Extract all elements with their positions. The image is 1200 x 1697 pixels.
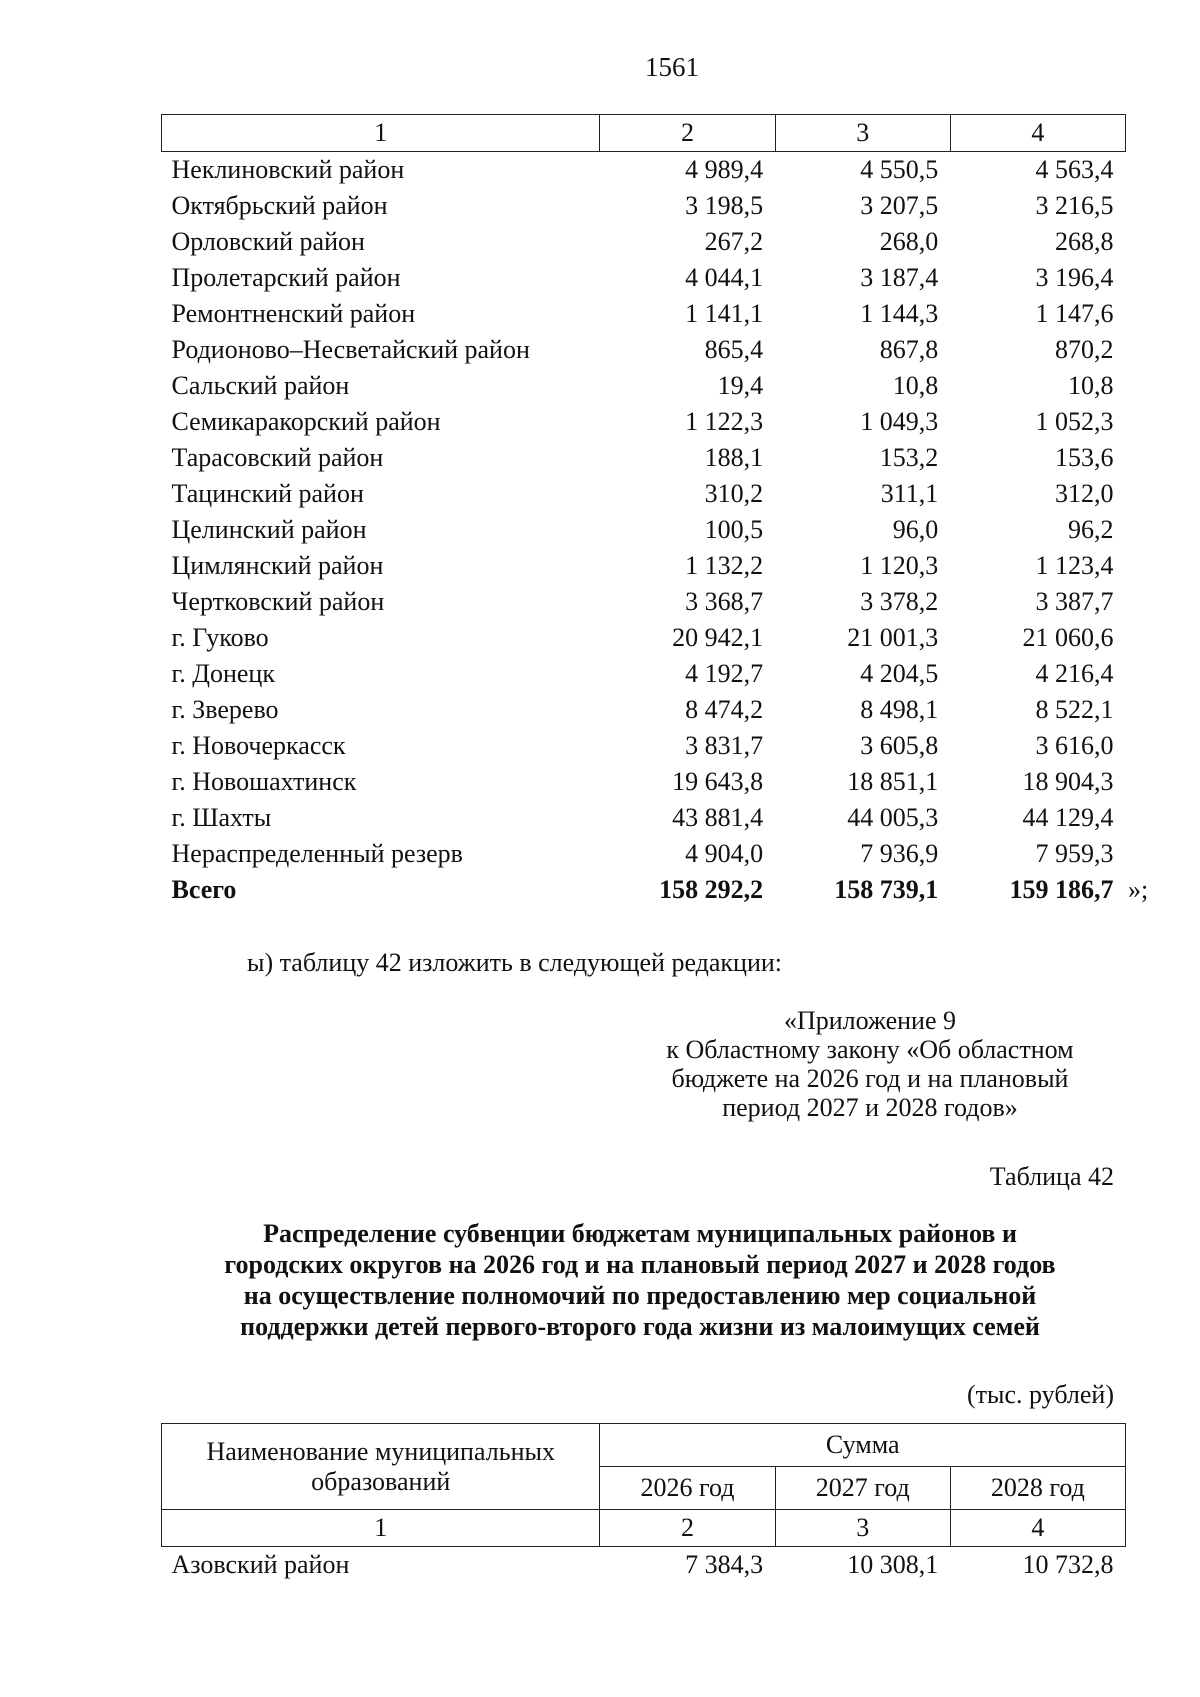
table-row (162, 620, 1126, 656)
value-2027: 311,1 (880, 479, 939, 508)
title-line: на осуществление полномочий по предоставлению мер социальной (243, 1281, 1037, 1310)
header-year: 2027 год (775, 1467, 950, 1510)
municipality-name: г. Новочеркасск (171, 731, 346, 760)
value-2028: 21 060,6 (1022, 623, 1114, 652)
municipality-name: г. Гуково (171, 623, 269, 652)
table-row (162, 836, 1126, 872)
value-2028: 312,0 (1055, 479, 1114, 508)
value-2028: 10,8 (1068, 371, 1114, 400)
table-row (162, 260, 1126, 296)
municipality-name: г. Зверево (171, 695, 279, 724)
title-line: поддержки детей первого-второго года жизни из малоимущих семей (240, 1312, 1040, 1341)
table-row (162, 872, 1126, 908)
value-2026: 1 132,2 (685, 551, 764, 580)
table-row (162, 332, 1126, 368)
column-number: 2 (600, 1510, 775, 1547)
appendix-heading (640, 1006, 1100, 1122)
value-2026: 4 044,1 (685, 263, 764, 292)
value-2028: 159 186,7 (1009, 875, 1114, 904)
header-sum: Сумма (600, 1424, 1126, 1467)
column-number: 4 (950, 1510, 1125, 1547)
header-year: 2028 год (950, 1467, 1125, 1510)
table-row (162, 404, 1126, 440)
value-2026: 310,2 (704, 479, 764, 508)
subvention-table-continued (161, 114, 1126, 908)
appendix-line: к Областному закону «Об областном (666, 1035, 1074, 1064)
value-2026: 188,1 (704, 443, 764, 472)
value-2028: 18 904,3 (1022, 767, 1114, 796)
value-2028: 3 216,5 (1035, 191, 1114, 220)
value-2027: 158 739,1 (834, 875, 939, 904)
municipality-name: г. Донецк (171, 659, 275, 688)
value-2026: 4 192,7 (685, 659, 764, 688)
value-2027: 10 308,1 (847, 1550, 939, 1579)
closing-quote-mark: »; (1128, 875, 1149, 904)
table-row (162, 296, 1126, 332)
value-2026: 43 881,4 (672, 803, 764, 832)
appendix-line: бюджете на 2026 год и на плановый (671, 1064, 1069, 1093)
table-row (162, 224, 1126, 260)
municipality-name: г. Новошахтинск (171, 767, 357, 796)
table-label: Таблица 42 (989, 1162, 1114, 1191)
value-2026: 1 122,3 (685, 407, 764, 436)
value-2026: 3 831,7 (685, 731, 764, 760)
value-2028: 153,6 (1055, 443, 1114, 472)
value-2028: 1 123,4 (1035, 551, 1114, 580)
municipality-name: Нераспределенный резерв (171, 839, 463, 868)
value-2027: 1 049,3 (860, 407, 939, 436)
table-row (162, 1547, 1126, 1584)
value-2026: 158 292,2 (659, 875, 764, 904)
value-2028: 4 563,4 (1035, 155, 1114, 184)
value-2026: 1 141,1 (685, 299, 764, 328)
value-2026: 19 643,8 (672, 767, 764, 796)
value-2027: 4 550,5 (860, 155, 939, 184)
value-2027: 3 605,8 (860, 731, 939, 760)
value-2028: 3 387,7 (1035, 587, 1114, 616)
table-row (162, 548, 1126, 584)
column-number: 3 (775, 1510, 950, 1547)
subvention-table-42 (161, 1423, 1126, 1583)
value-2028: 268,8 (1055, 227, 1114, 256)
value-2028: 3 616,0 (1035, 731, 1114, 760)
column-number-row (162, 1510, 1126, 1547)
municipality-name: Всего (171, 875, 237, 904)
value-2028: 44 129,4 (1022, 803, 1114, 832)
value-2026: 19,4 (717, 371, 764, 400)
value-2026: 7 384,3 (685, 1550, 764, 1579)
value-2027: 21 001,3 (847, 623, 939, 652)
value-2027: 867,8 (879, 335, 939, 364)
table-row (162, 512, 1126, 548)
value-2026: 865,4 (704, 335, 764, 364)
value-2026: 8 474,2 (685, 695, 764, 724)
title-line: городских округов на 2026 год и на плановый период 2027 и 2028 годов (224, 1250, 1056, 1279)
units-label: (тыс. рублей) (966, 1380, 1114, 1409)
value-2026: 4 989,4 (685, 155, 764, 184)
value-2027: 3 378,2 (860, 587, 939, 616)
table-row (162, 584, 1126, 620)
value-2027: 7 936,9 (860, 839, 939, 868)
value-2027: 268,0 (879, 227, 939, 256)
value-2027: 96,0 (892, 515, 939, 544)
value-2028: 1 147,6 (1035, 299, 1114, 328)
table-row (162, 692, 1126, 728)
table-row (162, 368, 1126, 404)
value-2027: 44 005,3 (847, 803, 939, 832)
title-line: Распределение субвенции бюджетам муниципальных районов и (263, 1219, 1017, 1248)
value-2028: 1 052,3 (1035, 407, 1114, 436)
table-row (162, 764, 1126, 800)
value-2027: 10,8 (892, 371, 939, 400)
value-2026: 267,2 (704, 227, 764, 256)
municipality-name: Цимлянский район (171, 551, 384, 580)
value-2028: 10 732,8 (1022, 1550, 1114, 1579)
municipality-name: Тацинский район (171, 479, 364, 508)
municipality-name: Тарасовский район (171, 443, 384, 472)
column-number: 1 (162, 1510, 600, 1547)
table-row (162, 440, 1126, 476)
municipality-name: Орловский район (171, 227, 365, 256)
table-row (162, 476, 1126, 512)
municipality-name: Сальский район (171, 371, 350, 400)
value-2028: 96,2 (1068, 515, 1114, 544)
municipality-name: Родионово–Несветайский район (171, 335, 530, 364)
header-year: 2026 год (600, 1467, 775, 1510)
column-number-row (162, 115, 1126, 152)
value-2028: 8 522,1 (1035, 695, 1114, 724)
table-row (162, 152, 1126, 189)
column-number: 4 (950, 115, 1125, 152)
table-title (140, 1218, 1140, 1342)
value-2028: 870,2 (1055, 335, 1114, 364)
value-2026: 100,5 (704, 515, 764, 544)
value-2026: 20 942,1 (672, 623, 764, 652)
value-2026: 3 368,7 (685, 587, 764, 616)
appendix-line: период 2027 и 2028 годов» (722, 1093, 1018, 1122)
appendix-line: «Приложение 9 (783, 1006, 957, 1035)
page-number: 1561 (645, 52, 699, 82)
municipality-name: Октябрьский район (171, 191, 388, 220)
value-2026: 4 904,0 (685, 839, 764, 868)
municipality-name: Целинский район (171, 515, 367, 544)
municipality-name: Неклиновский район (171, 155, 405, 184)
table-row (162, 800, 1126, 836)
value-2027: 3 187,4 (860, 263, 939, 292)
value-2027: 3 207,5 (860, 191, 939, 220)
value-2026: 3 198,5 (685, 191, 764, 220)
value-2028: 3 196,4 (1035, 263, 1114, 292)
municipality-name: г. Шахты (171, 803, 272, 832)
value-2027: 1 144,3 (860, 299, 939, 328)
municipality-name: Ремонтненский район (171, 299, 416, 328)
municipality-name: Семикаракорский район (171, 407, 441, 436)
column-number: 3 (775, 115, 950, 152)
column-number: 2 (600, 115, 775, 152)
municipality-name: Азовский район (171, 1550, 350, 1579)
table-row (162, 656, 1126, 692)
header-municipality: Наименование муниципальных образований (162, 1424, 600, 1510)
amendment-paragraph: ы) таблицу 42 изложить в следующей редакции: (247, 948, 783, 977)
header-row (162, 1424, 1126, 1467)
value-2027: 4 204,5 (860, 659, 939, 688)
table-row (162, 728, 1126, 764)
value-2027: 8 498,1 (860, 695, 939, 724)
municipality-name: Чертковский район (171, 587, 385, 616)
column-number: 1 (162, 115, 600, 152)
table-row (162, 188, 1126, 224)
value-2028: 7 959,3 (1035, 839, 1114, 868)
value-2027: 18 851,1 (847, 767, 939, 796)
value-2027: 1 120,3 (860, 551, 939, 580)
municipality-name: Пролетарский район (171, 263, 401, 292)
value-2028: 4 216,4 (1035, 659, 1114, 688)
value-2027: 153,2 (879, 443, 939, 472)
